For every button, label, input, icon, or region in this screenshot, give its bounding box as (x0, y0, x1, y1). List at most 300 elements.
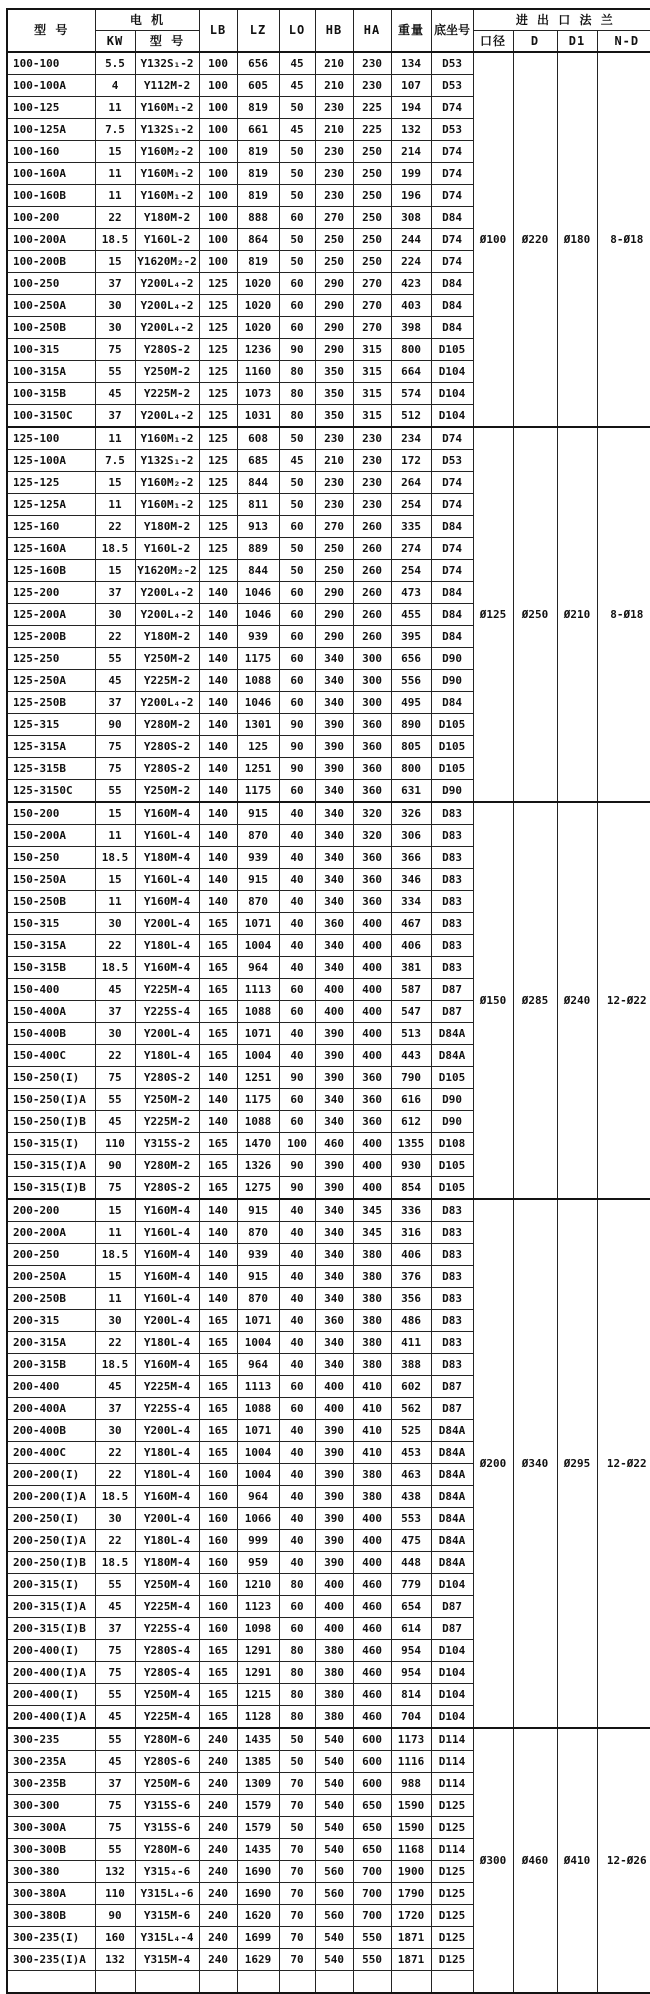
cell-motor-model: Y160M₁-2 (135, 427, 199, 450)
cell-kw: 55 (95, 1839, 135, 1861)
cell-base-number: D125 (431, 1795, 473, 1817)
cell-kw: 15 (95, 472, 135, 494)
cell-model: 125-100 (7, 427, 95, 450)
cell-lb: 140 (199, 847, 237, 869)
cell-lz: 1046 (237, 582, 279, 604)
cell-lb: 125 (199, 295, 237, 317)
cell-ha: 400 (353, 1552, 391, 1574)
cell-ha: 400 (353, 935, 391, 957)
cell-motor-model: Y160M-4 (135, 1354, 199, 1376)
cell-base-number: D74 (431, 472, 473, 494)
cell-weight: 631 (391, 780, 431, 803)
cell-weight: 1116 (391, 1751, 431, 1773)
cell-ha: 250 (353, 185, 391, 207)
cell-motor-model: Y180M-2 (135, 516, 199, 538)
cell-lb: 100 (199, 251, 237, 273)
table-row (7, 52, 650, 75)
cell-motor-model: Y160M₂-2 (135, 141, 199, 163)
cell-motor-model: Y225M-2 (135, 670, 199, 692)
cell-hb: 540 (315, 1817, 353, 1839)
cell-lo: 70 (279, 1949, 315, 1971)
cell-kw: 45 (95, 979, 135, 1001)
cell-weight: 438 (391, 1486, 431, 1508)
cell-lb: 140 (199, 1067, 237, 1089)
cell-kw: 45 (95, 383, 135, 405)
cell-base-number: D84 (431, 604, 473, 626)
cell-model: 200-250(I)A (7, 1530, 95, 1552)
cell-weight: 890 (391, 714, 431, 736)
cell-kw: 18.5 (95, 847, 135, 869)
cell-lz: 1175 (237, 1089, 279, 1111)
cell-lo: 50 (279, 1751, 315, 1773)
cell-lz: 1210 (237, 1574, 279, 1596)
cell-weight: 406 (391, 1244, 431, 1266)
cell-lb: 240 (199, 1751, 237, 1773)
cell-lz: 1175 (237, 648, 279, 670)
cell-lz: 125 (237, 736, 279, 758)
cell-base-number: D104 (431, 405, 473, 428)
cell-hb: 230 (315, 185, 353, 207)
cell-lo: 50 (279, 97, 315, 119)
cell-lb: 165 (199, 1420, 237, 1442)
cell-kw: 132 (95, 1949, 135, 1971)
cell-hb: 390 (315, 1155, 353, 1177)
cell-base-number: D83 (431, 891, 473, 913)
cell-lo: 40 (279, 802, 315, 825)
cell-base-number: D83 (431, 1288, 473, 1310)
cell-flange-d: Ø285 (513, 802, 557, 1199)
cell-ha: 360 (353, 736, 391, 758)
cell-lo: 60 (279, 1001, 315, 1023)
cell-model: 200-315(I)A (7, 1596, 95, 1618)
cell-lo: 40 (279, 957, 315, 979)
cell-ha: 360 (353, 1111, 391, 1133)
cell-weight: 406 (391, 935, 431, 957)
cell-motor-model: Y225M-4 (135, 1706, 199, 1729)
header-lo: LO (279, 9, 315, 52)
cell-model: 150-400B (7, 1023, 95, 1045)
cell-kw: 75 (95, 1640, 135, 1662)
cell-lo: 50 (279, 494, 315, 516)
cell-motor-model: Y160M₁-2 (135, 163, 199, 185)
cell-lz: 819 (237, 141, 279, 163)
cell-motor-model: Y180L-4 (135, 1530, 199, 1552)
cell-base-number: D105 (431, 1155, 473, 1177)
cell-hb: 250 (315, 229, 353, 251)
cell-lz: 1004 (237, 1045, 279, 1067)
cell-weight: 172 (391, 450, 431, 472)
cell-model: 150-250(I)A (7, 1089, 95, 1111)
cell-kw: 22 (95, 626, 135, 648)
cell-lb: 100 (199, 119, 237, 141)
cell-model: 125-200 (7, 582, 95, 604)
cell-motor-model: Y315S-6 (135, 1795, 199, 1817)
cell-motor-model: Y280S-2 (135, 339, 199, 361)
cell-lo: 40 (279, 1310, 315, 1332)
cell-motor-model: Y280M-2 (135, 714, 199, 736)
cell-base-number: D74 (431, 229, 473, 251)
cell-kw: 90 (95, 1905, 135, 1927)
cell-model: 150-400C (7, 1045, 95, 1067)
cell-kw (95, 1971, 135, 1994)
cell-weight: 376 (391, 1266, 431, 1288)
cell-ha: 380 (353, 1464, 391, 1486)
cell-base-number: D53 (431, 119, 473, 141)
cell-lb: 165 (199, 1023, 237, 1045)
cell-weight: 264 (391, 472, 431, 494)
cell-base-number: D53 (431, 52, 473, 75)
cell-hb: 390 (315, 1067, 353, 1089)
cell-hb: 230 (315, 427, 353, 450)
cell-kw: 22 (95, 1464, 135, 1486)
cell-kw: 55 (95, 1089, 135, 1111)
cell-kw: 18.5 (95, 1354, 135, 1376)
cell-model: 100-125 (7, 97, 95, 119)
cell-weight: 475 (391, 1530, 431, 1552)
cell-lo: 60 (279, 1089, 315, 1111)
cell-weight: 1790 (391, 1883, 431, 1905)
cell-base-number: D74 (431, 97, 473, 119)
cell-model: 125-160B (7, 560, 95, 582)
cell-hb: 400 (315, 1618, 353, 1640)
cell-kw: 55 (95, 361, 135, 383)
cell-lz: 964 (237, 1486, 279, 1508)
cell-base-number: D125 (431, 1861, 473, 1883)
cell-base-number: D83 (431, 1354, 473, 1376)
header-base-number: 底坐号 (431, 9, 473, 52)
header-diameter: 口径 (473, 31, 513, 53)
cell-kw: 45 (95, 1596, 135, 1618)
cell-hb: 340 (315, 648, 353, 670)
cell-kw: 75 (95, 1817, 135, 1839)
cell-base-number: D83 (431, 869, 473, 891)
cell-flange-nd: 12-Ø22 (597, 1199, 650, 1728)
cell-base-number: D83 (431, 1310, 473, 1332)
cell-kw: 37 (95, 273, 135, 295)
cell-lz: 1073 (237, 383, 279, 405)
cell-ha: 410 (353, 1442, 391, 1464)
cell-model: 300-300B (7, 1839, 95, 1861)
cell-ha: 300 (353, 692, 391, 714)
cell-lo: 40 (279, 1023, 315, 1045)
cell-weight: 199 (391, 163, 431, 185)
cell-model: 125-3150C (7, 780, 95, 803)
cell-kw: 75 (95, 1067, 135, 1089)
cell-kw: 15 (95, 1199, 135, 1222)
cell-base-number: D84A (431, 1023, 473, 1045)
cell-lo: 40 (279, 1442, 315, 1464)
cell-lo: 60 (279, 604, 315, 626)
cell-motor-model: Y250M-2 (135, 648, 199, 670)
cell-model: 200-315 (7, 1310, 95, 1332)
cell-ha: 400 (353, 1045, 391, 1067)
cell-lb: 140 (199, 1222, 237, 1244)
cell-lb: 165 (199, 1155, 237, 1177)
cell-ha: 460 (353, 1662, 391, 1684)
cell-base-number: D87 (431, 1596, 473, 1618)
cell-lz: 1020 (237, 295, 279, 317)
cell-model: 200-200 (7, 1199, 95, 1222)
cell-base-number: D84A (431, 1530, 473, 1552)
cell-lz: 1020 (237, 317, 279, 339)
cell-model: 150-315(I) (7, 1133, 95, 1155)
cell-lo: 40 (279, 935, 315, 957)
cell-weight: 1173 (391, 1728, 431, 1751)
cell-base-number: D74 (431, 185, 473, 207)
cell-motor-model: Y250M-2 (135, 780, 199, 803)
cell-lz: 1579 (237, 1795, 279, 1817)
cell-lb: 125 (199, 494, 237, 516)
cell-motor-model: Y180M-2 (135, 207, 199, 229)
cell-lo: 60 (279, 648, 315, 670)
cell-kw: 160 (95, 1927, 135, 1949)
cell-kw: 18.5 (95, 1486, 135, 1508)
cell-base-number: D83 (431, 825, 473, 847)
cell-model: 300-235B (7, 1773, 95, 1795)
table-row (7, 1199, 650, 1222)
cell-motor-model: Y180L-4 (135, 1045, 199, 1067)
cell-motor-model: Y225M-4 (135, 1376, 199, 1398)
cell-model: 100-250A (7, 295, 95, 317)
cell-kw: 30 (95, 1023, 135, 1045)
cell-kw: 22 (95, 516, 135, 538)
cell-lo: 45 (279, 119, 315, 141)
cell-motor-model: Y112M-2 (135, 75, 199, 97)
cell-hb: 340 (315, 1111, 353, 1133)
cell-kw: 30 (95, 317, 135, 339)
cell-ha: 410 (353, 1376, 391, 1398)
cell-lb: 100 (199, 141, 237, 163)
cell-weight: 196 (391, 185, 431, 207)
cell-weight: 356 (391, 1288, 431, 1310)
cell-lz: 870 (237, 1222, 279, 1244)
cell-lz: 1098 (237, 1618, 279, 1640)
cell-lz: 1088 (237, 1001, 279, 1023)
cell-lo: 40 (279, 1552, 315, 1574)
cell-lo: 50 (279, 251, 315, 273)
cell-ha: 460 (353, 1618, 391, 1640)
cell-lb: 125 (199, 405, 237, 428)
cell-ha: 315 (353, 339, 391, 361)
cell-lo: 70 (279, 1773, 315, 1795)
cell-model: 100-160A (7, 163, 95, 185)
cell-ha: 300 (353, 670, 391, 692)
cell-model: 300-380 (7, 1861, 95, 1883)
cell-lz: 819 (237, 97, 279, 119)
cell-lb: 240 (199, 1861, 237, 1883)
cell-lb: 125 (199, 472, 237, 494)
header-model: 型 号 (7, 9, 95, 52)
cell-lz: 1236 (237, 339, 279, 361)
cell-model: 300-300 (7, 1795, 95, 1817)
cell-weight: 453 (391, 1442, 431, 1464)
cell-model: 100-250 (7, 273, 95, 295)
cell-hb: 390 (315, 1023, 353, 1045)
cell-lo: 40 (279, 1530, 315, 1552)
cell-hb: 390 (315, 1464, 353, 1486)
cell-base-number: D83 (431, 1199, 473, 1222)
cell-base-number: D84 (431, 317, 473, 339)
cell-lb: 140 (199, 780, 237, 803)
cell-kw: 30 (95, 1310, 135, 1332)
cell-ha: 360 (353, 1089, 391, 1111)
cell-lo: 40 (279, 1420, 315, 1442)
cell-kw: 15 (95, 1266, 135, 1288)
cell-lz: 1435 (237, 1839, 279, 1861)
cell-lo: 40 (279, 825, 315, 847)
cell-base-number: D84A (431, 1464, 473, 1486)
cell-model: 125-160 (7, 516, 95, 538)
cell-motor-model: Y225M-2 (135, 1111, 199, 1133)
cell-weight: 988 (391, 1773, 431, 1795)
cell-motor-model: Y315S-2 (135, 1133, 199, 1155)
cell-base-number: D83 (431, 1244, 473, 1266)
cell-lo: 70 (279, 1927, 315, 1949)
cell-lo: 90 (279, 758, 315, 780)
cell-lo: 80 (279, 1574, 315, 1596)
cell-hb: 340 (315, 802, 353, 825)
cell-lz: 959 (237, 1552, 279, 1574)
cell-lo: 60 (279, 207, 315, 229)
table-row (7, 427, 650, 450)
cell-lb: 125 (199, 516, 237, 538)
cell-motor-model: Y280S-2 (135, 1067, 199, 1089)
cell-lo: 60 (279, 692, 315, 714)
cell-model: 200-250 (7, 1244, 95, 1266)
cell-kw: 15 (95, 560, 135, 582)
cell-flange-d: Ø340 (513, 1199, 557, 1728)
cell-lb: 165 (199, 1177, 237, 1200)
cell-model: 125-315A (7, 736, 95, 758)
cell-lz: 1004 (237, 935, 279, 957)
cell-lo: 40 (279, 1464, 315, 1486)
cell-lz: 1088 (237, 1111, 279, 1133)
cell-base-number: D74 (431, 538, 473, 560)
cell-base-number: D84 (431, 207, 473, 229)
cell-kw: 15 (95, 802, 135, 825)
cell-weight: 1590 (391, 1795, 431, 1817)
cell-motor-model: Y1620M₂-2 (135, 560, 199, 582)
cell-motor-model: Y200L-4 (135, 1310, 199, 1332)
cell-kw: 18.5 (95, 229, 135, 251)
cell-hb: 230 (315, 97, 353, 119)
cell-ha: 360 (353, 847, 391, 869)
cell-kw: 22 (95, 1332, 135, 1354)
cell-model: 300-380A (7, 1883, 95, 1905)
cell-lz: 1004 (237, 1442, 279, 1464)
cell-weight: 616 (391, 1089, 431, 1111)
cell-model: 200-400(I) (7, 1640, 95, 1662)
cell-model: 125-250A (7, 670, 95, 692)
table-row (7, 802, 650, 825)
cell-model: 100-100A (7, 75, 95, 97)
cell-kw: 18.5 (95, 1552, 135, 1574)
cell-lz: 661 (237, 119, 279, 141)
cell-lo: 60 (279, 295, 315, 317)
header-weight: 重量 (391, 9, 431, 52)
cell-lz (237, 1971, 279, 1994)
cell-lo: 60 (279, 1596, 315, 1618)
cell-weight: 614 (391, 1618, 431, 1640)
cell-base-number: D114 (431, 1773, 473, 1795)
cell-weight: 1871 (391, 1927, 431, 1949)
cell-lo: 90 (279, 339, 315, 361)
cell-base-number: D74 (431, 494, 473, 516)
cell-kw: 30 (95, 1508, 135, 1530)
cell-model: 200-400 (7, 1376, 95, 1398)
cell-kw: 55 (95, 648, 135, 670)
cell-motor-model: Y160L-2 (135, 229, 199, 251)
cell-ha: 360 (353, 1067, 391, 1089)
cell-flange-d1: Ø240 (557, 802, 597, 1199)
cell-model: 150-315(I)B (7, 1177, 95, 1200)
cell-base-number: D87 (431, 1618, 473, 1640)
cell-weight: 553 (391, 1508, 431, 1530)
cell-hb: 340 (315, 957, 353, 979)
cell-motor-model: Y200L₄-2 (135, 405, 199, 428)
cell-lo: 40 (279, 1266, 315, 1288)
cell-hb: 390 (315, 758, 353, 780)
cell-hb: 270 (315, 207, 353, 229)
cell-weight: 316 (391, 1222, 431, 1244)
cell-lz: 819 (237, 163, 279, 185)
cell-hb: 340 (315, 1354, 353, 1376)
cell-lz: 844 (237, 472, 279, 494)
cell-kw: 22 (95, 1045, 135, 1067)
cell-model: 100-315 (7, 339, 95, 361)
cell-base-number: D74 (431, 141, 473, 163)
cell-kw: 45 (95, 1376, 135, 1398)
cell-flange-d1: Ø295 (557, 1199, 597, 1728)
cell-lo: 50 (279, 163, 315, 185)
cell-model: 200-315(I) (7, 1574, 95, 1596)
cell-hb: 210 (315, 75, 353, 97)
cell-lb: 165 (199, 913, 237, 935)
cell-hb: 540 (315, 1751, 353, 1773)
cell-lb: 100 (199, 163, 237, 185)
cell-kw: 11 (95, 494, 135, 516)
cell-motor-model: Y200L-4 (135, 1023, 199, 1045)
cell-motor-model: Y160L-4 (135, 869, 199, 891)
cell-base-number: D84 (431, 582, 473, 604)
cell-lz: 1385 (237, 1751, 279, 1773)
cell-ha: 400 (353, 1133, 391, 1155)
cell-base-number: D84A (431, 1442, 473, 1464)
cell-base-number: D90 (431, 648, 473, 670)
cell-model: 150-315 (7, 913, 95, 935)
cell-base-number: D84A (431, 1552, 473, 1574)
cell-lo: 60 (279, 582, 315, 604)
cell-lo: 40 (279, 1332, 315, 1354)
cell-lo: 40 (279, 869, 315, 891)
cell-base-number: D84A (431, 1508, 473, 1530)
cell-model: 125-200B (7, 626, 95, 648)
cell-hb: 540 (315, 1773, 353, 1795)
cell-base-number: D105 (431, 758, 473, 780)
cell-ha: 600 (353, 1728, 391, 1751)
cell-ha: 400 (353, 1530, 391, 1552)
cell-base-number: D84 (431, 626, 473, 648)
cell-ha: 400 (353, 1508, 391, 1530)
cell-kw: 15 (95, 869, 135, 891)
cell-lb: 165 (199, 1133, 237, 1155)
cell-kw: 30 (95, 1420, 135, 1442)
cell-lo: 50 (279, 538, 315, 560)
cell-ha: 550 (353, 1949, 391, 1971)
cell-hb: 390 (315, 1177, 353, 1200)
cell-lo: 90 (279, 714, 315, 736)
cell-model: 100-200 (7, 207, 95, 229)
